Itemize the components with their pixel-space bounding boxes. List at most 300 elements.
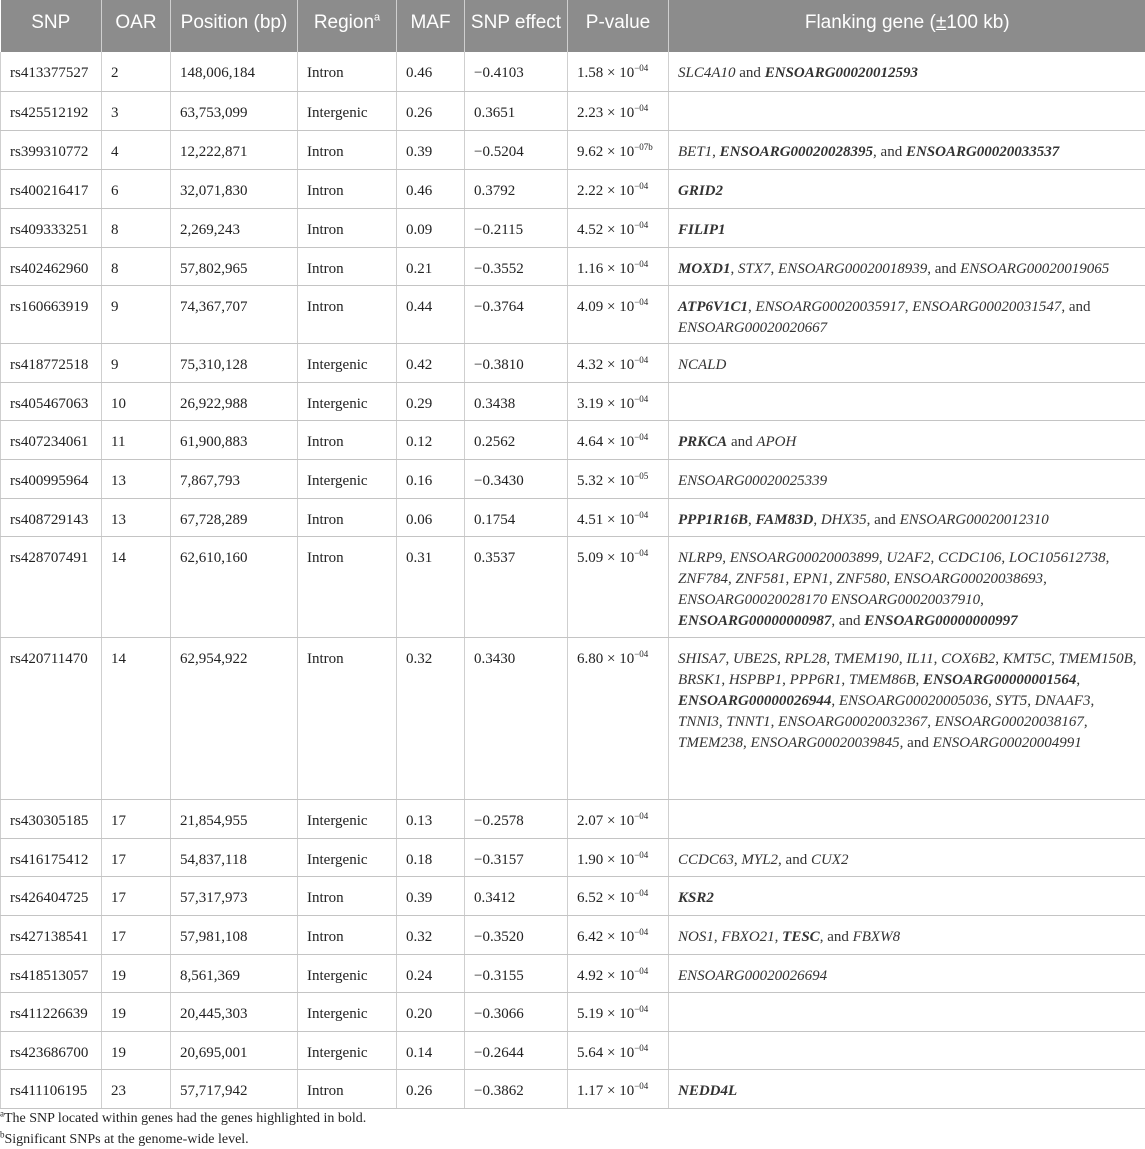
gene-name: EPN1 — [793, 570, 829, 587]
pvalue-cell: $4.92 \times 10^{-04}$ — [568, 954, 669, 992]
flanking-genes-cell — [669, 208, 1145, 247]
gene-name: MYL2 — [741, 851, 779, 868]
gene-separator: , — [733, 851, 742, 868]
effect-cell: −0.3066 — [465, 992, 568, 1031]
gene-separator: , — [748, 298, 756, 315]
effect-cell: −0.3552 — [465, 247, 568, 285]
oar-cell: 17 — [102, 876, 171, 915]
gene-name: ZNF784 — [678, 570, 729, 587]
position-cell: 8,561,369 — [171, 954, 298, 992]
effect-cell: −0.4103 — [465, 52, 568, 91]
pvalue-cell: $2.22 \times 10^{-04}$ — [568, 169, 669, 208]
gene-separator: , — [1051, 650, 1059, 667]
snp-cell: rs423686700 — [1, 1031, 102, 1069]
table-row — [1, 459, 1145, 498]
gene-separator: , — [721, 671, 729, 688]
pvalue-cell: $5.19 \times 10^{-04}$ — [568, 992, 669, 1031]
col-header-oar: OAR — [102, 0, 171, 52]
gene-name: IL11 — [906, 650, 934, 667]
table-row — [1, 876, 1145, 915]
col-header-position: Position (bp) — [171, 0, 298, 52]
pvalue-cell: $1.90 \times 10^{-04}$ — [568, 838, 669, 876]
position-cell: 2,269,243 — [171, 208, 298, 247]
table-row — [1, 247, 1145, 285]
oar-cell: 19 — [102, 954, 171, 992]
region-cell: Intron — [298, 915, 397, 954]
position-cell: 21,854,955 — [171, 799, 298, 838]
maf-cell: 0.31 — [397, 536, 465, 637]
flanking-genes-cell — [669, 247, 1145, 285]
gene-name: NOS1 — [678, 928, 714, 945]
maf-cell: 0.42 — [397, 343, 465, 382]
gene-separator: , — [730, 260, 739, 277]
snp-cell: rs430305185 — [1, 799, 102, 838]
region-cell: Intron — [298, 247, 397, 285]
gene-name: KMT5C — [1002, 650, 1052, 667]
gene-name: ZNF580 — [836, 570, 887, 587]
flanking-genes-cell — [669, 799, 1145, 838]
region-cell: Intron — [298, 1069, 397, 1108]
snp-cell: rs400216417 — [1, 169, 102, 208]
pvalue-cell: $5.09 \times 10^{-04}$ — [568, 536, 669, 637]
snp-cell: rs405467063 — [1, 382, 102, 420]
gene-separator: , — [995, 650, 1003, 667]
gene-name: NEDD4L — [678, 1082, 738, 1099]
snp-cell: rs400995964 — [1, 459, 102, 498]
gene-separator: , — [828, 570, 837, 587]
gene-name: CCDC106 — [938, 549, 1002, 566]
region-cell: Intron — [298, 498, 397, 536]
snp-cell: rs411226639 — [1, 992, 102, 1031]
region-cell: Intron — [298, 876, 397, 915]
region-cell: Intergenic — [298, 459, 397, 498]
gene-name: SHISA7 — [678, 650, 726, 667]
snp-cell: rs425512192 — [1, 91, 102, 130]
flanking-genes-cell — [669, 420, 1145, 459]
oar-cell: 9 — [102, 285, 171, 343]
table-row — [1, 420, 1145, 459]
flanking-genes-cell — [669, 91, 1145, 130]
effect-cell: 0.2562 — [465, 420, 568, 459]
gene-name: ENSOARG00020012593 — [764, 65, 919, 81]
effect-cell: 0.3412 — [465, 876, 568, 915]
flanking-genes-cell — [669, 285, 1145, 343]
position-cell: 20,445,303 — [171, 992, 298, 1031]
gene-name: ENSOARG00020018939 — [778, 260, 928, 277]
gene-name: ENSOARG00020028170 — [678, 591, 828, 608]
pvalue-cell: $1.17 \times 10^{-04}$ — [568, 1069, 669, 1108]
flanking-genes-cell — [669, 169, 1145, 208]
gene-name: PPP6R1 — [789, 671, 842, 688]
flanking-genes-cell — [669, 915, 1145, 954]
position-cell: 63,753,099 — [171, 91, 298, 130]
gene-name: ENSOARG00020031547 — [912, 298, 1062, 315]
oar-cell: 17 — [102, 838, 171, 876]
flanking-genes-cell — [669, 1031, 1145, 1069]
gene-name: ENSOARG00020032367 — [778, 713, 928, 730]
oar-cell: 3 — [102, 91, 171, 130]
gene-separator: , — [725, 650, 733, 667]
gene-separator: , — [718, 713, 727, 730]
gene-separator: , — [886, 570, 894, 587]
gene-separator: , — [980, 591, 984, 608]
pvalue-cell: $9.62 \times 10^{-07b}$ — [568, 130, 669, 169]
region-cell: Intergenic — [298, 91, 397, 130]
flanking-genes-cell — [669, 838, 1145, 876]
col-header-region: Region$^a$ — [298, 0, 397, 52]
region-cell: Intergenic — [298, 1031, 397, 1069]
table-row — [1, 382, 1145, 420]
gene-name: ENSOARG00020004991 — [932, 734, 1082, 751]
position-cell: 57,317,973 — [171, 876, 298, 915]
flanking-genes-cell — [669, 498, 1145, 536]
gene-name: NCALD — [678, 356, 727, 373]
gene-separator: , — [713, 928, 722, 945]
gene-separator: , — [1027, 692, 1035, 709]
maf-cell: 0.26 — [397, 1069, 465, 1108]
oar-cell: 23 — [102, 1069, 171, 1108]
table-row — [1, 1069, 1145, 1108]
gene-name: ENSOARG00020035917 — [755, 298, 905, 315]
maf-cell: 0.18 — [397, 838, 465, 876]
maf-cell: 0.29 — [397, 382, 465, 420]
gene-name: KSR2 — [678, 889, 714, 906]
position-cell: 62,610,160 — [171, 536, 298, 637]
snp-cell: rs418772518 — [1, 343, 102, 382]
maf-cell: 0.46 — [397, 169, 465, 208]
effect-cell: 0.3430 — [465, 637, 568, 799]
gene-name: SLC4A10 — [678, 65, 736, 81]
oar-cell: 13 — [102, 459, 171, 498]
gene-separator: , — [813, 511, 821, 528]
gene-separator: , — [1105, 549, 1110, 566]
gene-separator: , — [774, 928, 783, 945]
oar-cell: 14 — [102, 536, 171, 637]
gene-name: HSPBP1 — [728, 671, 783, 688]
snp-cell: rs426404725 — [1, 876, 102, 915]
gene-separator: , — [712, 143, 720, 160]
gene-separator: , and — [778, 851, 811, 868]
footnote-a: $^a$The SNP located within genes had the genes highlighted in bold. — [0, 1108, 367, 1126]
region-cell: Intron — [298, 637, 397, 799]
gene-separator: , — [770, 260, 779, 277]
table-row — [1, 130, 1145, 169]
gene-name: ENSOARG00020028395 — [719, 143, 874, 160]
gene-separator: , — [1083, 713, 1088, 730]
oar-cell: 17 — [102, 799, 171, 838]
effect-cell: 0.1754 — [465, 498, 568, 536]
gene-separator: , and — [866, 511, 900, 528]
gene-name: TMEM86B — [848, 671, 916, 688]
table-row — [1, 208, 1145, 247]
gene-separator: and — [727, 433, 757, 450]
snp-cell: rs402462960 — [1, 247, 102, 285]
position-cell: 12,222,871 — [171, 130, 298, 169]
gene-name: FILIP1 — [678, 221, 726, 238]
gene-name: FAM83D — [755, 511, 814, 528]
gene-name: ENSOARG00020037910 — [830, 591, 981, 608]
gene-name: ENSOARG00020025339 — [678, 472, 828, 489]
gene-separator: , — [904, 298, 913, 315]
snp-cell: rs160663919 — [1, 285, 102, 343]
gene-separator: , — [933, 650, 942, 667]
maf-cell: 0.14 — [397, 1031, 465, 1069]
gene-name: BET1 — [678, 143, 713, 160]
oar-cell: 4 — [102, 130, 171, 169]
region-cell: Intron — [298, 130, 397, 169]
flanking-genes-cell — [669, 130, 1145, 169]
gene-name: TMEM150B — [1058, 650, 1133, 667]
gene-name: STX7 — [738, 260, 771, 277]
snp-cell: rs418513057 — [1, 954, 102, 992]
region-cell: Intergenic — [298, 382, 397, 420]
flanking-genes-cell — [669, 536, 1145, 637]
oar-cell: 9 — [102, 343, 171, 382]
header-row — [1, 0, 1145, 52]
effect-cell: 0.3792 — [465, 169, 568, 208]
gene-name: ZNF581 — [735, 570, 786, 587]
snp-cell: rs420711470 — [1, 637, 102, 799]
gene-name: ENSOARG00000001564 — [923, 671, 1077, 688]
table-row — [1, 1031, 1145, 1069]
maf-cell: 0.32 — [397, 637, 465, 799]
pvalue-cell: $2.23 \times 10^{-04}$ — [568, 91, 669, 130]
pvalue-cell: $4.64 \times 10^{-04}$ — [568, 420, 669, 459]
col-header-maf: MAF — [397, 0, 465, 52]
table-row — [1, 91, 1145, 130]
table-row — [1, 992, 1145, 1031]
gene-name: ENSOARG00020020667 — [678, 319, 828, 336]
effect-cell: −0.3764 — [465, 285, 568, 343]
snp-cell: rs427138541 — [1, 915, 102, 954]
effect-cell: −0.2644 — [465, 1031, 568, 1069]
oar-cell: 19 — [102, 992, 171, 1031]
effect-cell: −0.5204 — [465, 130, 568, 169]
gene-name: MOXD1 — [678, 260, 731, 277]
gene-separator: , — [1076, 671, 1081, 688]
gene-separator: and — [735, 65, 765, 81]
gene-name: ENSOARG00000000987 — [678, 612, 832, 629]
region-cell: Intron — [298, 208, 397, 247]
position-cell: 61,900,883 — [171, 420, 298, 459]
flanking-genes-cell — [669, 637, 1145, 799]
effect-cell: −0.3862 — [465, 1069, 568, 1108]
footnote-b: $^b$Significant SNPs at the genome-wide level. — [0, 1129, 249, 1147]
position-cell: 74,367,707 — [171, 285, 298, 343]
flanking-genes-cell — [669, 52, 1145, 91]
pvalue-cell: $2.07 \times 10^{-04}$ — [568, 799, 669, 838]
oar-cell: 13 — [102, 498, 171, 536]
gene-separator: , — [930, 549, 939, 566]
gene-separator: , — [743, 734, 751, 751]
gene-separator: , — [770, 713, 779, 730]
gene-name: ENSOARG00020012310 — [899, 511, 1049, 528]
region-cell: Intron — [298, 285, 397, 343]
gene-name: APOH — [756, 433, 797, 450]
snp-cell: rs416175412 — [1, 838, 102, 876]
gene-name: TMEM238 — [678, 734, 743, 751]
oar-cell: 8 — [102, 208, 171, 247]
maf-cell: 0.46 — [397, 52, 465, 91]
flanking-genes-cell — [669, 1069, 1145, 1108]
flanking-genes-cell — [669, 459, 1145, 498]
gene-separator: , — [748, 511, 756, 528]
table-row — [1, 915, 1145, 954]
gene-separator: , — [782, 671, 790, 688]
effect-cell: 0.3651 — [465, 91, 568, 130]
gene-separator: , — [785, 570, 794, 587]
flanking-genes-cell — [669, 876, 1145, 915]
gene-name: U2AF2 — [886, 549, 931, 566]
effect-cell: −0.3810 — [465, 343, 568, 382]
gene-separator: , — [927, 713, 935, 730]
region-cell: Intergenic — [298, 838, 397, 876]
position-cell: 7,867,793 — [171, 459, 298, 498]
maf-cell: 0.09 — [397, 208, 465, 247]
oar-cell: 14 — [102, 637, 171, 799]
gene-separator: , and — [1061, 298, 1091, 315]
maf-cell: 0.12 — [397, 420, 465, 459]
snp-cell: rs411106195 — [1, 1069, 102, 1108]
snp-cell: rs413377527 — [1, 52, 102, 91]
maf-cell: 0.06 — [397, 498, 465, 536]
gene-separator: , — [722, 549, 730, 566]
gene-name: TNNT1 — [726, 713, 771, 730]
gene-name: ENSOARG00020026694 — [678, 967, 828, 984]
gene-separator: , and — [873, 143, 906, 160]
gene-name: ENSOARG00020038167 — [934, 713, 1084, 730]
flanking-genes-cell — [669, 954, 1145, 992]
gene-name: ATP6V1C1 — [678, 298, 749, 315]
table-row — [1, 799, 1145, 838]
region-cell: Intergenic — [298, 992, 397, 1031]
pvalue-cell: $6.52 \times 10^{-04}$ — [568, 876, 669, 915]
oar-cell: 6 — [102, 169, 171, 208]
gene-name: CCDC63 — [678, 851, 734, 868]
position-cell: 57,717,942 — [171, 1069, 298, 1108]
gene-name: FBXO21 — [721, 928, 775, 945]
oar-cell: 2 — [102, 52, 171, 91]
effect-cell: 0.3537 — [465, 536, 568, 637]
gene-separator: , — [1001, 549, 1009, 566]
gene-separator: , — [878, 549, 887, 566]
snp-cell: rs399310772 — [1, 130, 102, 169]
gene-name: ENSOARG00020005036 — [838, 692, 989, 709]
gene-separator: , and — [819, 928, 853, 945]
table-row — [1, 343, 1145, 382]
pvalue-cell: $5.64 \times 10^{-04}$ — [568, 1031, 669, 1069]
maf-cell: 0.39 — [397, 876, 465, 915]
oar-cell: 8 — [102, 247, 171, 285]
effect-cell: −0.2115 — [465, 208, 568, 247]
gene-name: SYT5 — [995, 692, 1028, 709]
gene-separator: , and — [831, 612, 865, 629]
col-header-snp-effect: SNP effect — [465, 0, 568, 52]
pvalue-cell: $4.52 \times 10^{-04}$ — [568, 208, 669, 247]
gene-separator: , — [1132, 650, 1137, 667]
maf-cell: 0.32 — [397, 915, 465, 954]
table-row — [1, 637, 1145, 799]
gene-name: TESC — [782, 928, 820, 945]
col-header-pvalue: P-value — [568, 0, 669, 52]
gene-name: ENSOARG00000026944 — [678, 692, 832, 709]
gene-separator: , — [728, 570, 736, 587]
position-cell: 54,837,118 — [171, 838, 298, 876]
gene-name: PRKCA — [678, 433, 728, 450]
maf-cell: 0.21 — [397, 247, 465, 285]
snp-cell: rs409333251 — [1, 208, 102, 247]
maf-cell: 0.26 — [397, 91, 465, 130]
snp-cell: rs407234061 — [1, 420, 102, 459]
pvalue-cell: $1.58 \times 10^{-04}$ — [568, 52, 669, 91]
maf-cell: 0.39 — [397, 130, 465, 169]
effect-cell: −0.3520 — [465, 915, 568, 954]
maf-cell: 0.24 — [397, 954, 465, 992]
oar-cell: 19 — [102, 1031, 171, 1069]
region-cell: Intergenic — [298, 799, 397, 838]
oar-cell: 10 — [102, 382, 171, 420]
maf-cell: 0.13 — [397, 799, 465, 838]
flanking-genes-cell — [669, 382, 1145, 420]
gene-name: ENSOARG00020019065 — [960, 260, 1110, 277]
region-cell: Intergenic — [298, 343, 397, 382]
region-cell: Intron — [298, 420, 397, 459]
table-row — [1, 498, 1145, 536]
pvalue-cell: $6.80 \times 10^{-04}$ — [568, 637, 669, 799]
gene-name: COX6B2 — [941, 650, 996, 667]
gene-name: LOC105612738 — [1008, 549, 1106, 566]
table-row — [1, 954, 1145, 992]
pvalue-cell: $5.32 \times 10^{-05}$ — [568, 459, 669, 498]
position-cell: 20,695,001 — [171, 1031, 298, 1069]
table-row — [1, 285, 1145, 343]
table-row — [1, 169, 1145, 208]
flanking-genes-cell — [669, 992, 1145, 1031]
gene-name: CUX2 — [810, 851, 849, 868]
gene-name: UBE2S — [733, 650, 778, 667]
table-row — [1, 52, 1145, 91]
flanking-genes-cell — [669, 343, 1145, 382]
snp-cell: rs428707491 — [1, 536, 102, 637]
maf-cell: 0.16 — [397, 459, 465, 498]
region-cell: Intron — [298, 536, 397, 637]
gene-name: GRID2 — [678, 182, 724, 199]
position-cell: 62,954,922 — [171, 637, 298, 799]
table-row — [1, 536, 1145, 637]
effect-cell: −0.3157 — [465, 838, 568, 876]
region-cell: Intron — [298, 169, 397, 208]
region-cell: Intergenic — [298, 954, 397, 992]
gene-separator: , — [777, 650, 785, 667]
gene-name: ENSOARG00020038693 — [893, 570, 1044, 587]
gene-name: DHX35 — [820, 511, 867, 528]
pvalue-cell: $6.42 \times 10^{-04}$ — [568, 915, 669, 954]
col-header-flanking-gene: Flanking gene (±100 kb) — [669, 0, 1145, 52]
gene-separator: , and — [927, 260, 961, 277]
gene-separator: , — [988, 692, 996, 709]
col-header-snp: SNP — [1, 0, 102, 52]
gene-name: ENSOARG00020033537 — [905, 143, 1060, 160]
snp-cell: rs408729143 — [1, 498, 102, 536]
effect-cell: −0.3155 — [465, 954, 568, 992]
gene-separator: , — [1090, 692, 1095, 709]
gene-name: ENSOARG00020003899 — [729, 549, 879, 566]
gene-separator: , — [1043, 570, 1047, 587]
gene-name: NLRP9 — [678, 549, 723, 566]
gene-separator: , — [898, 650, 907, 667]
gene-separator: , and — [899, 734, 933, 751]
table-row — [1, 838, 1145, 876]
